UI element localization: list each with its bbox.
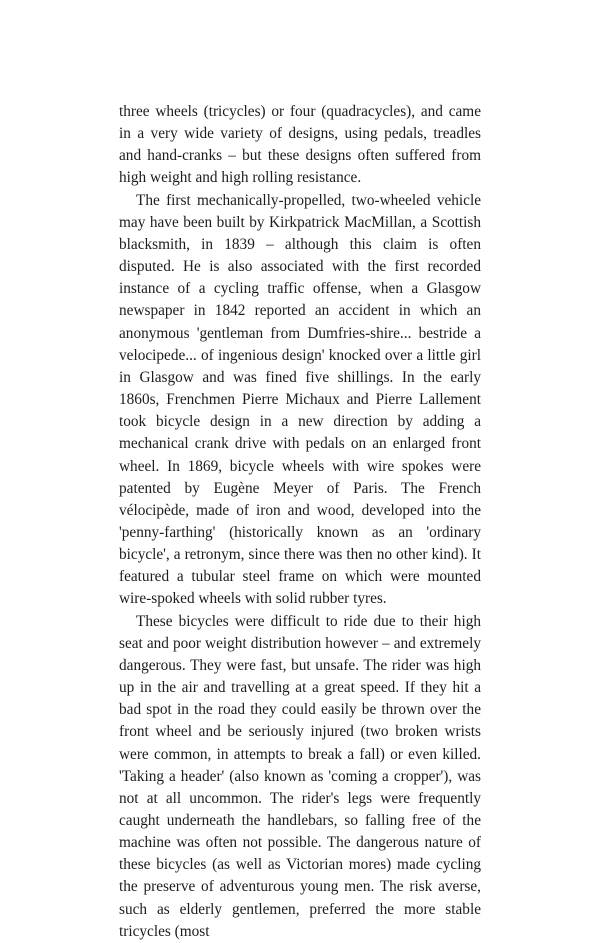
paragraph-penny-farthing-danger: These bicycles were difficult to ride due to their high seat and poor weight distribution however – and extremely dangerous. They were fast, but unsafe. The rider was high up in the air and travelling at a great speed. If they hit a bad spot in the road they could easily be thrown over the front wheel and be seriously injured (two broken wrists were common, in attempts to break a fall) or even killed. 'Taking a header' (also known as 'coming a cropper'), was not at all uncommon. The rider's legs were frequently caught underneath the handlebars, so falling free of the machine was often not possible. The dangerous nature of these bicycles (as well as Victorian mores) made cycling the preserve of adventurous young men. The risk averse, such as elderly gentlemen, preferred the more stable tricycles (most (119, 612, 481, 940)
paragraph-continuation: three wheels (tricycles) or four (quadracycles), and came in a very wide variety of designs, using pedals, treadles and hand-cranks – but these designs often suffered from high weight and high rolling resistance. (119, 103, 481, 187)
paragraph-first-bicycle: The first mechanically-propelled, two-wheeled vehicle may have been built by Kirkpatrick MacMillan, a Scottish blacksmith, in 1839 – although this claim is often disputed. He is also associated with the first recorded instance of a cycling traffic offense, when a Glasgow newspaper in 1842 reported an accident in which an anonymous 'gentleman from Dumfries-shire... bestride a velocipede... of ingenious design' knocked over a little girl in Glasgow and was fined five shillings. In the early 1860s, Frenchmen Pierre Michaux and Pierre Lallement took bicycle design in a new direction by adding a mechanical crank drive with pedals on an enlarged front wheel. In 1869, bicycle wheels with wire spokes were patented by Eugène Meyer of Paris. The French vélocipède, made of iron and wood, developed into the 'penny-farthing' (historically known as an 'ordinary bicycle', a retronym, since there was then no other kind). It featured a tubular steel frame on which were mounted wire-spoked wheels with solid rubber tyres. (119, 191, 481, 608)
body-text (119, 101, 481, 943)
